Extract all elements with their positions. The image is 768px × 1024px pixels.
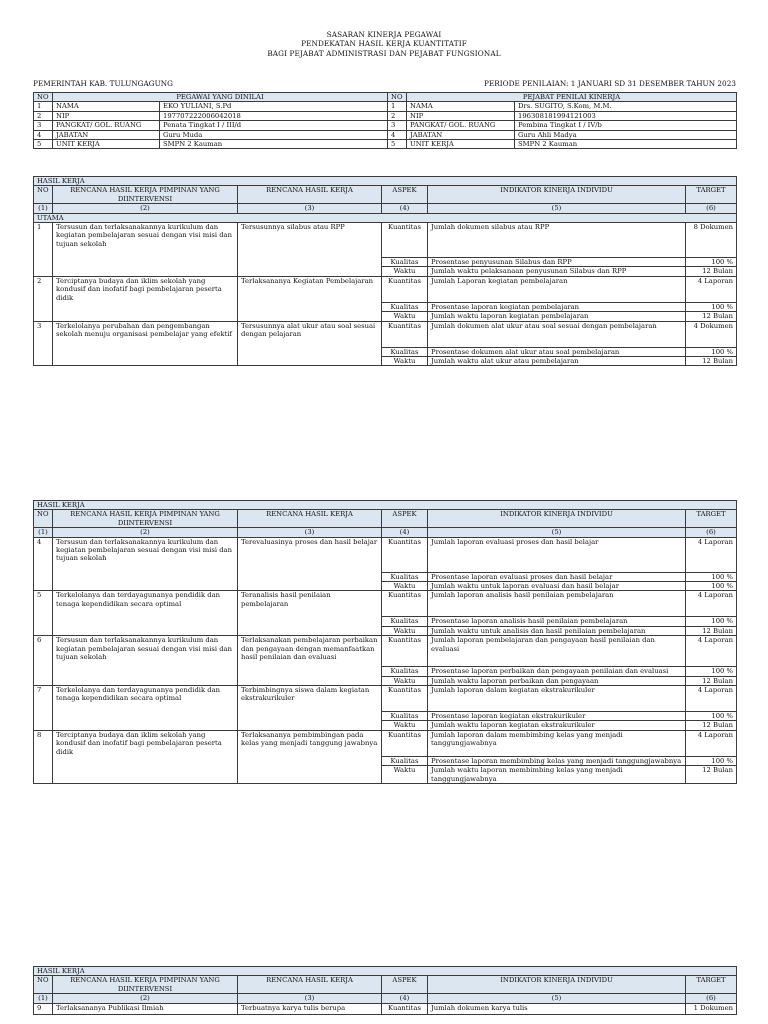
item-rhk: Teranalisis hasil penilaian pembelajaran [238,591,382,636]
ident-no: 2 [34,111,53,120]
identity-row [34,102,737,111]
identity-table [33,92,737,149]
item-target: 4 Dokumen [686,321,737,347]
item-no: 1 [34,223,53,277]
col-indikator: INDIKATOR KINERJA INDIVIDU [428,186,686,204]
ident-value-penilai: Pembina Tingkat I / IV/b [515,121,737,130]
identity-row [34,140,737,149]
item-no: 9 [34,1003,53,1014]
doc-subtitle: PENDEKATAN HASIL KERJA KUANTITATIF [301,39,467,49]
indicator-row [34,537,737,572]
col-indikator: INDIKATOR KINERJA INDIVIDU [428,976,686,994]
ident-value-penilai: 196308181994121003 [515,111,737,120]
col-number: (3) [238,994,382,1003]
col-aspek: ASPEK [382,976,428,994]
item-indikator: Jumlah laporan evaluasi proses dan hasil belajar [428,537,686,572]
indicator-row [34,591,737,617]
instansi-label: PEMERINTAH KAB. TULUNGAGUNG [33,79,173,88]
col-number: (5) [428,528,686,537]
section-row [34,967,737,976]
ident-no: 1 [34,102,53,111]
ident-value-penilai: SMPN 2 Kauman [515,140,737,149]
item-aspek: Waktu [382,676,428,685]
item-target: 4 Laporan [686,591,737,617]
item-rhkp: Tersusun dan terlaksanakannya kurikulum dan kegiatan pembelajaran sesuai dengan visi misi dan tujuan sekolah [53,223,238,277]
ident-label-2: PANGKAT/ GOL. RUANG [407,121,515,130]
ident-label: UNIT KERJA [53,140,160,149]
column-number-row [34,528,737,537]
item-target: 12 Bulan [686,267,737,276]
document-header [0,30,768,58]
item-indikator: Jumlah dokumen karya tulis [428,1003,686,1014]
ident-no-2: 4 [388,130,407,139]
item-aspek: Kualitas [382,258,428,267]
col-number: (6) [686,994,737,1003]
col-number: (5) [428,994,686,1003]
col-number: (1) [34,994,53,1003]
item-rhkp: Terkelolanya dan terdayagunanya pendidik dan tenaga kependidikan secara optimal [53,686,238,731]
item-rhkp: Terkelolanya dan terdayagunanya pendidik dan tenaga kependidikan secara optimal [53,591,238,636]
item-indikator: Prosentase laporan perbaikan dan pengayaan penilaian dan evaluasi [428,667,686,676]
item-target: 8 Dokumen [686,223,737,258]
item-target: 12 Bulan [686,721,737,730]
ident-value-dinilai: SMPN 2 Kauman [160,140,388,149]
item-indikator: Prosentase laporan kegiatan ekstrakurikuler [428,712,686,721]
section-title: HASIL KERJA [34,967,737,976]
item-aspek: Kuantitas [382,591,428,617]
item-indikator: Jumlah waktu untuk analisis dan hasil penilaian pembelajaran [428,626,686,635]
item-target: 4 Laporan [686,537,737,572]
item-target: 12 Bulan [686,626,737,635]
col-rhkp: RENCANA HASIL KERJA PIMPINAN YANG DIINTERVENSI [53,186,238,204]
col-target: TARGET [686,976,737,994]
item-rhk: Terbimbingnya siswa dalam kegiatan ekstrakurikuler [238,686,382,731]
item-aspek: Kuantitas [382,321,428,347]
item-rhk: Terbuatnya karya tulis berupa [238,1003,382,1014]
item-target: 1 Dokumen [686,1003,737,1014]
ident-label: NIP [53,111,160,120]
item-target: 100 % [686,258,737,267]
col-number: (3) [238,204,382,213]
item-aspek: Waktu [382,357,428,366]
item-target: 100 % [686,617,737,626]
col-number: (5) [428,204,686,213]
ident-no: 3 [34,121,53,130]
col-rhk: RENCANA HASIL KERJA [238,186,382,204]
section-title: HASIL KERJA [34,501,737,510]
column-number-row [34,994,737,1003]
item-aspek: Kuantitas [382,686,428,712]
item-target: 12 Bulan [686,766,737,784]
col-aspek: ASPEK [382,510,428,528]
item-target: 12 Bulan [686,357,737,366]
col-no: NO [34,976,53,994]
ident-no-2: 3 [388,121,407,130]
item-indikator: Jumlah dokumen alat ukur atau soal sesuai dengan pembelajaran [428,321,686,347]
indicator-row [34,730,737,756]
item-aspek: Waktu [382,582,428,591]
item-no: 8 [34,730,53,783]
item-indikator: Jumlah waktu pelaksanaan penyusunan Silabus dan RPP [428,267,686,276]
ident-no: 5 [34,140,53,149]
item-aspek: Waktu [382,267,428,276]
item-rhk: Tersusunnya silabus atau RPP [238,223,382,277]
item-rhkp: Terciptanya budaya dan iklim sekolah yang kondusif dan inofatif bagi pembelajaran peserta didik [53,276,238,321]
item-aspek: Kualitas [382,617,428,626]
item-aspek: Kuantitas [382,276,428,302]
col-number: (2) [53,994,238,1003]
ident-no-header: NO [34,93,53,102]
item-indikator: Prosentase penyusunan Silabus dan RPP [428,258,686,267]
item-aspek: Kuantitas [382,636,428,667]
item-target: 100 % [686,302,737,311]
col-number: (1) [34,204,53,213]
col-no: NO [34,510,53,528]
item-indikator: Jumlah waktu laporan kegiatan ekstrakurikuler [428,721,686,730]
identity-row [34,111,737,120]
ident-value-penilai: Drs. SUGITO, S.Kom, M.M. [515,102,737,111]
item-aspek: Kuantitas [382,730,428,756]
item-indikator: Jumlah waktu laporan kegiatan pembelajaran [428,312,686,321]
item-target: 12 Bulan [686,676,737,685]
item-target: 100 % [686,582,737,591]
item-aspek: Kualitas [382,667,428,676]
item-indikator: Jumlah dokumen silabus atau RPP [428,223,686,258]
ident-label-2: NAMA [407,102,515,111]
item-target: 4 Laporan [686,276,737,302]
item-no: 5 [34,591,53,636]
item-indikator: Jumlah Laporan kegiatan pembelajaran [428,276,686,302]
ident-value-dinilai: EKO YULIANI, S.Pd [160,102,388,111]
col-number: (6) [686,204,737,213]
hasil-kerja-table-3 [33,966,737,1015]
item-indikator: Prosentase dokumen alat ukur atau soal pembelajaran [428,347,686,356]
item-rhkp: Terlaksananya Publikasi Ilmiah [53,1003,238,1014]
column-header-row [34,976,737,994]
item-target: 100 % [686,712,737,721]
ident-value-dinilai: Guru Muda [160,130,388,139]
item-rhk: Terlaksananya Kegiatan Pembelajaran [238,276,382,321]
item-no: 4 [34,537,53,591]
item-indikator: Prosentase laporan kegiatan pembelajaran [428,302,686,311]
item-aspek: Kualitas [382,347,428,356]
item-target: 100 % [686,572,737,581]
item-aspek: Waktu [382,721,428,730]
item-aspek: Kuantitas [382,1003,428,1014]
col-no: NO [34,186,53,204]
col-target: TARGET [686,510,737,528]
indicator-row [34,686,737,712]
ident-label-2: UNIT KERJA [407,140,515,149]
item-target: 4 Laporan [686,686,737,712]
col-number: (2) [53,204,238,213]
item-rhk: Terlaksananya pembimbingan pada kelas yang menjadi tanggung jawabnya [238,730,382,783]
ident-label-2: NIP [407,111,515,120]
item-aspek: Waktu [382,766,428,784]
indicator-row [34,1003,737,1014]
ident-value-dinilai: Penata Tingkat I / III/d [160,121,388,130]
ident-label: NAMA [53,102,160,111]
item-aspek: Waktu [382,312,428,321]
periode-label: PERIODE PENILAIAN: 1 JANUARI SD 31 DESEMBER TAHUN 2023 [484,79,736,88]
item-indikator: Jumlah waktu alat ukur atau pembelajaran [428,357,686,366]
item-no: 3 [34,321,53,366]
item-target: 4 Laporan [686,636,737,667]
indicator-row [34,636,737,667]
item-rhkp: Tersusun dan terlaksanakannya kurikulum dan kegiatan pembelajaran sesuai dengan visi misi dan tujuan sekolah [53,636,238,686]
indicator-row [34,321,737,347]
item-no: 2 [34,276,53,321]
indicator-row [34,223,737,258]
col-indikator: INDIKATOR KINERJA INDIVIDU [428,510,686,528]
utama-label: UTAMA [34,213,737,222]
col-number: (2) [53,528,238,537]
item-rhk: Terevaluasinya proses dan hasil belajar [238,537,382,591]
ident-no: 4 [34,130,53,139]
identity-rows [34,102,737,149]
item-target: 100 % [686,347,737,356]
item-rhkp: Terciptanya budaya dan iklim sekolah yang kondusif dan inofatif bagi pembelajaran peserta didik [53,730,238,783]
item-aspek: Kuantitas [382,537,428,572]
identity-row [34,130,737,139]
column-header-row [34,186,737,204]
item-indikator: Prosentase laporan evaluasi proses dan hasil belajar [428,572,686,581]
column-header-row [34,510,737,528]
col-rhkp: RENCANA HASIL KERJA PIMPINAN YANG DIINTERVENSI [53,510,238,528]
item-indikator: Jumlah waktu laporan perbaikan dan pengayaan [428,676,686,685]
col-number: (6) [686,528,737,537]
item-aspek: Kualitas [382,712,428,721]
penilai-header: PEJABAT PENILAI KINERJA [407,93,737,102]
col-target: TARGET [686,186,737,204]
item-indikator: Jumlah laporan dalam membimbing kelas yang menjadi tanggungjawabnya [428,730,686,756]
ident-value-penilai: Guru Ahli Madya [515,130,737,139]
hasil-kerja-table-1 [33,176,737,366]
col-rhk: RENCANA HASIL KERJA [238,976,382,994]
item-target: 4 Laporan [686,730,737,756]
item-target: 100 % [686,756,737,765]
col-number: (1) [34,528,53,537]
item-indikator: Jumlah laporan analisis hasil penilaian pembelajaran [428,591,686,617]
item-aspek: Waktu [382,626,428,635]
ident-label: JABATAN [53,130,160,139]
ident-no-2: 5 [388,140,407,149]
item-aspek: Kualitas [382,302,428,311]
hasil-kerja-table-2 [33,500,737,784]
item-rhk: Tersusunnya alat ukur atau soal sesuai dengan pelajaran [238,321,382,366]
col-number: (4) [382,994,428,1003]
ident-no-2: 1 [388,102,407,111]
identity-row [34,121,737,130]
ident-value-dinilai: 197707222006042018 [160,111,388,120]
item-indikator: Jumlah waktu laporan membimbing kelas yang menjadi tanggungjawabnya [428,766,686,784]
item-indikator: Prosentase laporan analisis hasil penilaian pembelajaran [428,617,686,626]
col-rhkp: RENCANA HASIL KERJA PIMPINAN YANG DIINTERVENSI [53,976,238,994]
ident-no-header-2: NO [388,93,407,102]
item-no: 6 [34,636,53,686]
item-aspek: Kualitas [382,572,428,581]
col-rhk: RENCANA HASIL KERJA [238,510,382,528]
doc-title: SASARAN KINERJA PEGAWAI [326,30,442,39]
ident-no-2: 2 [388,111,407,120]
section-row [34,177,737,186]
item-rhkp: Terkelolanya perubahan dan pengembangan sekolah menuju organisasi pembelajar yang efektif [53,321,238,366]
col-aspek: ASPEK [382,186,428,204]
item-target: 12 Bulan [686,312,737,321]
col-number: (4) [382,204,428,213]
item-indikator: Jumlah waktu untuk laporan evaluasi dan hasil belajar [428,582,686,591]
item-rhkp: Tersusun dan terlaksanakannya kurikulum dan kegiatan pembelajaran sesuai dengan visi misi dan tujuan sekolah [53,537,238,591]
doc-subtitle-2: BAGI PEJABAT ADMINISTRASI DAN PEJABAT FUNGSIONAL [267,48,501,58]
section-row [34,501,737,510]
col-number: (4) [382,528,428,537]
item-indikator: Prosentase laporan membimbing kelas yang menjadi tanggungjawabnya [428,756,686,765]
item-indikator: Jumlah laporan dalam kegiatan ekstrakurikuler [428,686,686,712]
item-rhk: Terlaksanakan pembelajaran perbaikan dan pengayaan dengan memanfaatkan hasil penilaian dan evaluasi [238,636,382,686]
ident-label-2: JABATAN [407,130,515,139]
column-number-row [34,204,737,213]
col-number: (3) [238,528,382,537]
item-no: 7 [34,686,53,731]
ident-label: PANGKAT/ GOL. RUANG [53,121,160,130]
dinilai-header: PEGAWAI YANG DINILAI [53,93,388,102]
utama-row [34,213,737,222]
item-target: 100 % [686,667,737,676]
indicator-row [34,276,737,302]
section-title: HASIL KERJA [34,177,737,186]
item-indikator: Jumlah laporan pembelajaran dan pengayaan hasil penilaian dan evaluasi [428,636,686,667]
item-aspek: Kuantitas [382,223,428,258]
item-aspek: Kualitas [382,756,428,765]
